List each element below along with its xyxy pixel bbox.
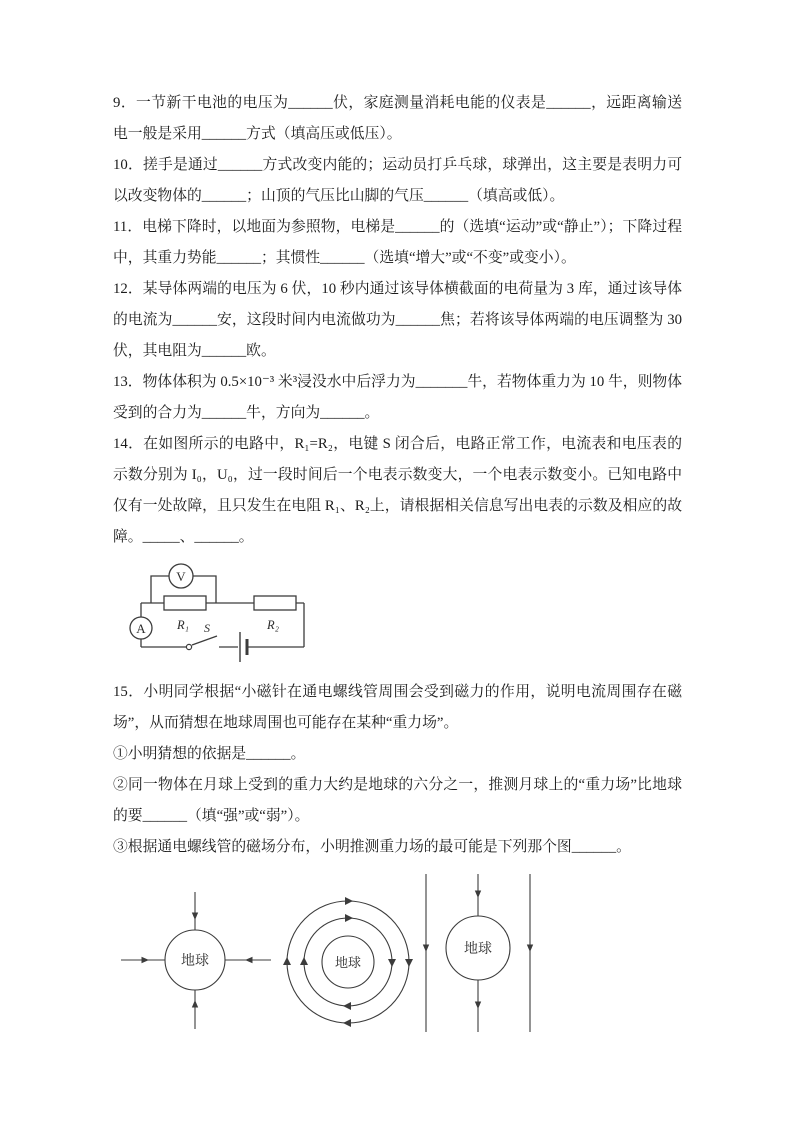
resistor-r1-label: R₁ [177, 618, 189, 632]
question-15-part2: ②同一物体在月球上受到的重力大约是地球的六分之一，推测月球上的“重力场”比地球的要______（填“强”或“弱”）。 [113, 777, 682, 824]
question-14: 14．在如图所示的电路中，R₁=R₂，电键 S 闭合后，电路正常工作，电流表和电压表的示数分别为 I₀，U₀，过一段时间后一个电表示数变大，一个电表示数变小。已知电路中仅有一处故障，且只发生在电阻 R₁、R₂上，请根据相关信息写出电表的示数及相应的故障。_____、______。 [113, 436, 682, 545]
question-11: 11．电梯下降时，以地面为参照物，电梯是______的（选填“运动”或“静止”）；下降过程中，其重力势能______；其惯性______（选填“增大”或“不变”或变小）。 [113, 219, 682, 266]
field-diagram-parallel [418, 872, 538, 1037]
earth-circle [322, 936, 374, 988]
question-15-part3: ③根据通电螺线管的磁场分布，小明推测重力场的最可能是下列那个图______。 [113, 839, 631, 855]
switch-symbol [186, 621, 217, 650]
earth-circle [446, 916, 510, 980]
circuit-diagram [121, 560, 326, 670]
circuit-figure [121, 560, 682, 672]
ammeter-symbol [130, 617, 152, 639]
question-10: 10．搓手是通过______方式改变内能的；运动员打乒乓球，球弹出，这主要是表明力可以改变物体的______；山顶的气压比山脚的气压______（填高或低）。 [113, 157, 682, 204]
earth-label: 地球 [464, 942, 492, 957]
ammeter-label: A [136, 621, 146, 636]
field-diagram-concentric [278, 872, 418, 1037]
resistor-r2 [254, 596, 296, 632]
resistor-r2-label: R₂ [267, 618, 279, 632]
earth-circle [165, 930, 225, 990]
switch-label: S [204, 621, 210, 635]
question-15-part1: ①小明猜想的依据是______。 [113, 746, 306, 762]
question-15-intro: 15．小明同学根据“小磁针在通电螺线管周围会受到磁力的作用，说明电流周围存在磁场”，从而猜想在地球周围也可能存在某种“重力场”。 [113, 684, 682, 731]
question-13: 13．物体体积为 0.5×10⁻³ 米³浸没水中后浮力为_______牛，若物体重力为 10 牛，则物体受到的合力为______牛，方向为______。 [113, 374, 682, 421]
voltmeter-symbol [169, 564, 193, 588]
field-diagram-options [113, 872, 682, 1037]
earth-label: 地球 [334, 955, 362, 970]
resistor-r1 [164, 596, 206, 632]
circuit-wires [141, 576, 304, 647]
question-9: 9．一节新干电池的电压为______伏，家庭测量消耗电能的仪表是______，远距离输送电一般是采用______方式（填高压或低压）。 [113, 95, 682, 142]
question-12: 12．某导体两端的电压为 6 伏，10 秒内通过该导体横截面的电荷量为 3 库，通过该导体的电流为______安，这段时间内电流做功为______焦；若将该导体两端的电压调整为 30 伏，其电阻为______欧。 [113, 281, 682, 359]
earth-label: 地球 [181, 954, 209, 969]
battery-symbol [240, 632, 247, 662]
voltmeter-label: V [176, 569, 186, 584]
field-diagram-radial [113, 872, 278, 1037]
